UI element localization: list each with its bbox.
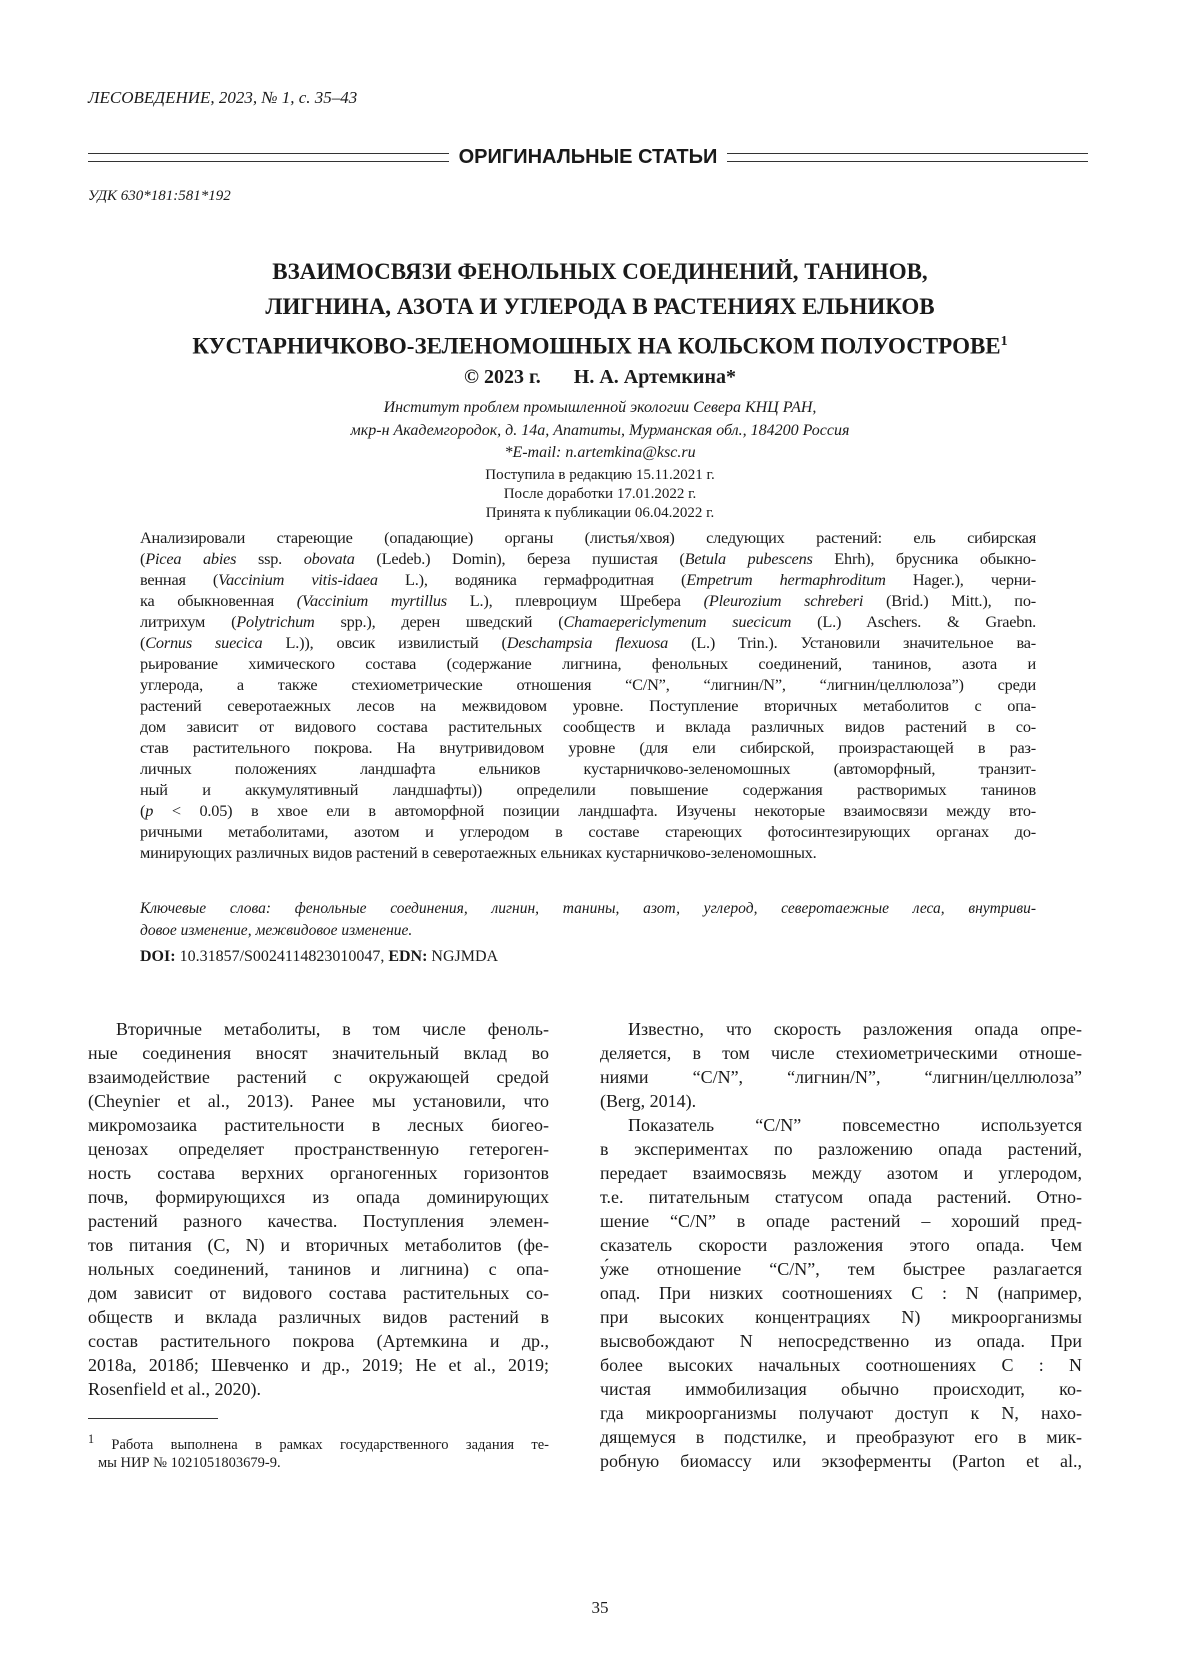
footnote-mark: 1	[88, 1432, 94, 1446]
keywords-line: довое изменение, межвидовое изменение.	[140, 920, 1036, 942]
title-line: ВЗАИМОСВЯЗИ ФЕНОЛЬНЫХ СОЕДИНЕНИЙ, ТАНИНОВ,	[0, 254, 1200, 289]
keywords-line: Ключевые слова: фенольные соединения, лигнин, танины, азот, углерод, северотаежные леса, внутриви-	[140, 898, 1036, 920]
species-name: p	[145, 801, 153, 820]
body-line: шение “C/N” в опаде растений – хороший пред-	[600, 1209, 1082, 1233]
body-line: (Cheynier et al., 2013). Ранее мы установили, что	[88, 1089, 549, 1113]
abstract-text: L.), водяника гермафродитная (	[378, 570, 686, 589]
abstract-text: дом зависит от видового состава растительных сообществ и вклада различных видов растений в со-	[140, 717, 1036, 736]
abstract-line	[140, 842, 1036, 863]
body-line: в экспериментах по разложению опада растений,	[600, 1137, 1082, 1161]
abstract-line	[140, 653, 1036, 674]
affiliation-line: мкр-н Академгородок, д. 14а, Апатиты, Мурманская обл., 184200 Россия	[0, 420, 1200, 443]
abstract-text: (	[140, 633, 145, 652]
article-title	[0, 254, 1200, 364]
abstract-text: рьирование химического состава (содержание лигнина, фенольных соединений, танинов, азота и	[140, 654, 1036, 673]
abstract-line	[140, 716, 1036, 737]
double-rule	[727, 153, 1088, 162]
abstract-text: Ehrh), брусника обыкно-	[813, 549, 1036, 568]
udk-code: УДК 630*181:581*192	[88, 188, 231, 205]
abstract-text: (	[140, 801, 145, 820]
paper-page	[0, 0, 1200, 1669]
abstract-text: (L.) Trin.). Установили значительное ва-	[668, 633, 1036, 652]
abstract-text: венная (	[140, 570, 218, 589]
page-number: 35	[0, 1598, 1200, 1618]
body-line: опад. При низких соотношениях C : N (например,	[600, 1281, 1082, 1305]
species-name: (Pleurozium schreberi	[704, 591, 864, 610]
footnote-line	[88, 1430, 549, 1454]
abstract-line	[140, 695, 1036, 716]
journal-header: ЛЕСОВЕДЕНИЕ, 2023, № 1, с. 35–43	[88, 88, 357, 108]
abstract-text: (	[140, 549, 145, 568]
species-name: Cornus suecica	[145, 633, 262, 652]
species-name: Deschampsia flexuosa	[507, 633, 668, 652]
abstract-text: литрихум (	[140, 612, 236, 631]
body-line: сказатель скорости разложения этого опада. Чем	[600, 1233, 1082, 1257]
body-line: ценозах определяет пространственную гетероген-	[88, 1137, 549, 1161]
title-line	[0, 324, 1200, 364]
abstract-line	[140, 632, 1036, 653]
footnote-rule	[88, 1418, 218, 1419]
title-text: КУСТАРНИЧКОВО-ЗЕЛЕНОМОШНЫХ НА КОЛЬСКОМ ПОЛУОСТРОВЕ	[192, 334, 1000, 359]
revised-date: После доработки 17.01.2022 г.	[0, 485, 1200, 504]
abstract-text: личных положениях ландшафта ельников кустарничково-зеленомошных (автоморфный, транзит-	[140, 759, 1036, 778]
body-line: нольных соединений, танинов и лигнина) с опа-	[88, 1257, 549, 1281]
body-line: тов питания (C, N) и вторичных метаболитов (фе-	[88, 1233, 549, 1257]
body-line: Показатель “C/N” повсеместно используется	[600, 1113, 1082, 1137]
author-name: Н. А. Артемкина*	[574, 366, 736, 388]
abstract-line	[140, 611, 1036, 632]
dates	[0, 466, 1200, 523]
species-name: Empetrum hermaphroditum	[686, 570, 885, 589]
received-date: Поступила в редакцию 15.11.2021 г.	[0, 466, 1200, 485]
section-bar	[88, 146, 1088, 169]
abstract-line	[140, 779, 1036, 800]
species-name: (Vaccinium myrtillus	[297, 591, 447, 610]
abstract-line	[140, 548, 1036, 569]
abstract-text: < 0.05) в хвое ели в автоморфной позиции ландшафта. Изучены некоторые взаимосвязи между вто-	[153, 801, 1036, 820]
abstract-text: ный и аккумулятивный ландшафты)) определили повышение содержания растворимых танинов	[140, 780, 1036, 799]
body-line: 2018а, 2018б; Шевченко и др., 2019; He et al., 2019;	[88, 1353, 549, 1377]
body-line: ные соединения вносят значительный вклад во	[88, 1041, 549, 1065]
abstract-line	[140, 590, 1036, 611]
species-name: obovata	[304, 549, 355, 568]
body-line: почв, формирующихся из опада доминирующих	[88, 1185, 549, 1209]
right-column	[600, 1017, 1082, 1473]
copyright-year: © 2023 г.	[464, 366, 541, 388]
abstract-line	[140, 758, 1036, 779]
doi-value: 10.31857/S0024114823010047,	[180, 948, 385, 965]
abstract-text: ричными метаболитами, азотом и углеродом в составе стареющих фотосинтезирующих органах до-	[140, 822, 1036, 841]
keywords	[140, 898, 1036, 942]
abstract-line	[140, 527, 1036, 548]
species-name: Betula pubescens	[685, 549, 813, 568]
abstract-text: L.)), овсик извилистый (	[262, 633, 506, 652]
section-title: ОРИГИНАЛЬНЫЕ СТАТЬИ	[449, 146, 728, 169]
abstract-line	[140, 569, 1036, 590]
body-line: робную биомассу или экзоферменты (Parton et al.,	[600, 1449, 1082, 1473]
body-line: дящемуся в подстилке, и преобразуют его в мик-	[600, 1425, 1082, 1449]
species-name: Picea abies	[145, 549, 236, 568]
abstract-text: Hager.), черни-	[886, 570, 1036, 589]
edn-label: EDN:	[388, 948, 427, 965]
abstract-text: Анализировали стареющие (опадающие) органы (листья/хвоя) следующих растений: ель сибирская	[140, 528, 1036, 547]
body-line: ность состава верхних органогенных горизонтов	[88, 1161, 549, 1185]
body-line: гда микроорганизмы получают доступ к N, нахо-	[600, 1401, 1082, 1425]
body-line: передает взаимосвязь между азотом и углеродом,	[600, 1161, 1082, 1185]
abstract-line	[140, 800, 1036, 821]
species-name: Vaccinium vitis-idaea	[218, 570, 378, 589]
abstract-text: став растительного покрова. На внутривидовом уровне (для ели сибирской, произрастающей в раз-	[140, 738, 1036, 757]
body-line: у́же отношение “C/N”, тем быстрее разлагается	[600, 1257, 1082, 1281]
abstract-line	[140, 737, 1036, 758]
abstract-text: ssp.	[236, 549, 303, 568]
abstract	[140, 527, 1036, 863]
body-line: микромозаика растительности в лесных биогео-	[88, 1113, 549, 1137]
abstract-text: (Brid.) Mitt.), по-	[863, 591, 1036, 610]
affiliation	[0, 397, 1200, 465]
abstract-text: углерода, а также стехиометрические отношения “C/N”, “лигнин/N”, “лигнин/целлюлоза”) среди	[140, 675, 1036, 694]
body-line: дом зависит от видового состава растительных со-	[88, 1281, 549, 1305]
footnote	[88, 1430, 549, 1472]
abstract-text: (L.) Aschers. & Graebn.	[791, 612, 1036, 631]
footnote-mark: 1	[1001, 334, 1008, 349]
accepted-date: Принята к публикации 06.04.2022 г.	[0, 504, 1200, 523]
abstract-text: (Ledeb.) Domin), береза пушистая (	[355, 549, 685, 568]
body-line: Rosenfield et al., 2020).	[88, 1377, 549, 1401]
body-line: высвобождают N непосредственно из опада. При	[600, 1329, 1082, 1353]
affiliation-line: Институт проблем промышленной экологии Севера КНЦ РАН,	[0, 397, 1200, 420]
abstract-text: растений северотаежных лесов на межвидовом уровне. Поступление вторичных метаболитов с опа-	[140, 696, 1036, 715]
body-line: Известно, что скорость разложения опада опре-	[600, 1017, 1082, 1041]
body-line: (Berg, 2014).	[600, 1089, 1082, 1113]
species-name: Polytrichum	[236, 612, 314, 631]
body-line: чистая иммобилизация обычно происходит, ко-	[600, 1377, 1082, 1401]
left-column	[88, 1017, 549, 1401]
body-line: Вторичные метаболиты, в том числе феноль-	[88, 1017, 549, 1041]
footnote-line: мы НИР № 1021051803679-9.	[88, 1454, 549, 1472]
abstract-text: минирующих различных видов растений в северотаежных ельниках кустарничково-зеленомошных.	[140, 843, 817, 862]
body-line: взаимодействие растений с окружающей средой	[88, 1065, 549, 1089]
body-line: растений разного качества. Поступления элемен-	[88, 1209, 549, 1233]
body-line: обществ и вклада различных видов растений в	[88, 1305, 549, 1329]
body-line: при высоких концентрациях N) микроорганизмы	[600, 1305, 1082, 1329]
footnote-text: Работа выполнена в рамках государственного задания те-	[111, 1437, 549, 1453]
body-line: деляется, в том числе стехиометрическими отноше-	[600, 1041, 1082, 1065]
doi-line	[140, 948, 498, 966]
author-line	[0, 366, 1200, 389]
abstract-text: spp.), дерен шведский (	[315, 612, 564, 631]
abstract-line	[140, 674, 1036, 695]
email: *E-mail: n.artemkina@ksc.ru	[0, 442, 1200, 465]
body-line: ниями “C/N”, “лигнин/N”, “лигнин/целлюлоза”	[600, 1065, 1082, 1089]
body-line: состав растительного покрова (Артемкина и др.,	[88, 1329, 549, 1353]
abstract-text: L.), плевроциум Шребера	[447, 591, 704, 610]
title-line: ЛИГНИНА, АЗОТА И УГЛЕРОДА В РАСТЕНИЯХ ЕЛЬНИКОВ	[0, 289, 1200, 324]
doi-label: DOI:	[140, 948, 176, 965]
abstract-text: ка обыкновенная	[140, 591, 297, 610]
edn-value: NGJMDA	[431, 948, 498, 965]
body-line: т.е. питательным статусом опада растений. Отно-	[600, 1185, 1082, 1209]
double-rule	[88, 153, 449, 162]
abstract-line	[140, 821, 1036, 842]
species-name: Chamaepericlymenum suecicum	[563, 612, 791, 631]
body-line: более высоких начальных соотношениях C : N	[600, 1353, 1082, 1377]
